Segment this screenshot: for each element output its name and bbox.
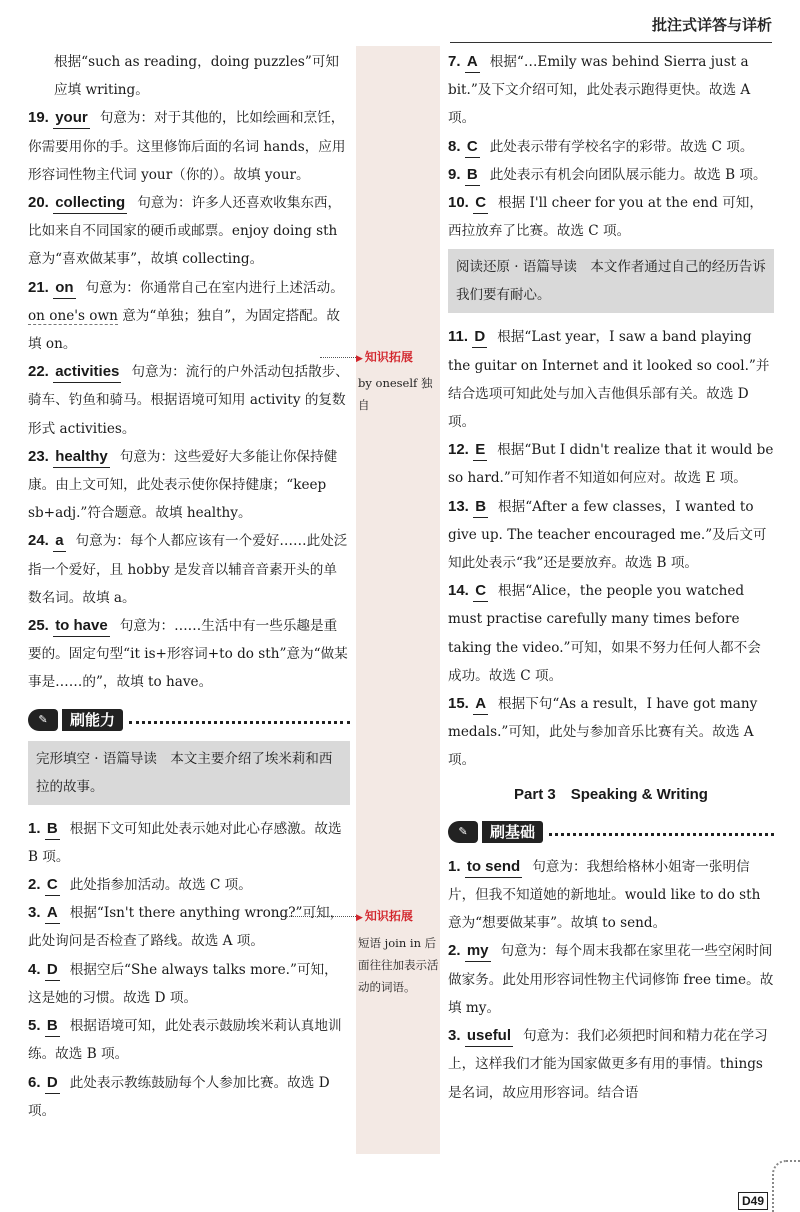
item-answer: A — [465, 52, 480, 73]
item-text: 根据空后“She always talks more.”可知，这是她的习惯。故选 D 项。 — [28, 961, 338, 1006]
item-answer: B — [45, 819, 60, 840]
section-label: 刷能力 — [62, 709, 123, 731]
answer-item — [448, 48, 774, 133]
note-label-1: ▶ 知识拓展 — [356, 348, 413, 365]
section-header-ability — [28, 705, 350, 735]
item-number: 5. — [28, 1017, 41, 1035]
item-text-cont: 意为“单独；独自”，为固定搭配。故填 on。 — [28, 307, 340, 353]
item-number: 3. — [28, 904, 41, 922]
item-number: 19. — [28, 109, 49, 127]
item-number: 1. — [448, 857, 461, 875]
note-text-1: by oneself 独自 — [358, 376, 433, 412]
item-number: 15. — [448, 695, 469, 713]
item-text: 句意为：……生活中有一些乐趣是重要的。固定句型“it is+形容词+to do sth”意为“做某事是……的”，故填 to have。 — [28, 618, 348, 691]
item-text: 根据“After a few classes，I wanted to give up. The teacher encouraged me.”及后文可知此处表示“我”还是要放弃。故选 B 项。 — [448, 498, 767, 572]
item-text: 句意为：许多人还喜欢收集东西，比如来自不同国家的硬币或邮票。enjoy doing sth 意为“喜欢做某事”，故填 collecting。 — [28, 195, 342, 268]
item-number: 9. — [448, 165, 461, 183]
item-number: 10. — [448, 194, 469, 212]
item-answer: A — [45, 903, 60, 924]
answer-item — [448, 1022, 774, 1107]
item-answer: C — [45, 875, 60, 896]
phrase-underlined: on one's own — [28, 307, 118, 324]
item-number: 1. — [28, 819, 41, 837]
item-text: 根据“Isn't there anything wrong?”可知，此处询问是否检查了路线。故选 A 项。 — [28, 905, 344, 950]
answer-item — [448, 853, 774, 938]
answer-item — [28, 1012, 350, 1068]
item-text: 句意为：对于其他的，比如绘画和烹饪，你需要用你的手。这里修饰后面的名词 hands，应用形容词性物主代词 your（你的）。故填 your。 — [28, 110, 346, 183]
item-text: 此处指参加活动。故选 C 项。 — [69, 877, 252, 894]
item-answer: healthy — [53, 447, 110, 468]
item-answer: B — [465, 165, 480, 186]
item-answer: A — [473, 694, 488, 715]
item-number: 20. — [28, 194, 49, 212]
item-answer: C — [473, 193, 488, 214]
item-text: 此处表示带有学校名字的彩带。故选 C 项。 — [489, 138, 754, 155]
answer-item — [28, 899, 350, 955]
answer-item — [28, 1069, 350, 1125]
section-label: 刷基础 — [482, 821, 543, 843]
answer-item — [28, 189, 350, 274]
item-text: 此处表示教练鼓励每个人参加比赛。故选 D 项。 — [28, 1074, 330, 1119]
item-number: 21. — [28, 278, 49, 296]
note-text-2: 短语 join in 后面往往加表示活动的词语。 — [358, 936, 439, 994]
header-title: 批注式详答与详析 — [651, 16, 772, 34]
item-number: 8. — [448, 137, 461, 155]
item-number: 11. — [448, 328, 469, 346]
item-text: 句意为：这些爱好大多能让你保持健康。由上文可知，此处表示使你保持健康；“keep sb+adj.”符合题意。故填 healthy。 — [28, 448, 338, 522]
item-number: 6. — [28, 1073, 41, 1091]
item-text: 根据语境可知，此处表示鼓励埃米莉认真地训练。故选 B 项。 — [28, 1018, 342, 1063]
answer-item — [28, 956, 350, 1012]
item-text: 句意为：流行的户外活动包括散步、骑车、钓鱼和骑马。根据语境可知用 activity 的复数形式 activities。 — [28, 364, 349, 437]
answer-item — [448, 161, 774, 189]
item-number: 24. — [28, 532, 49, 550]
answer-item — [28, 871, 350, 899]
item-answer: a — [53, 531, 65, 552]
answer-item — [28, 443, 350, 528]
item-answer: to have — [53, 616, 110, 637]
item-text: 句意为：我想给格林小姐寄一张明信片，但我不知道她的新地址。would like to do sth 意为“想要做某事”。故填 to send。 — [448, 858, 761, 932]
answer-item — [28, 274, 350, 359]
item-number: 12. — [448, 441, 469, 459]
item-answer: C — [473, 581, 488, 602]
item-number: 2. — [28, 876, 41, 894]
answer-item — [28, 612, 350, 697]
item-text: 句意为：你通常自己在室内进行上述活动。 — [85, 279, 344, 296]
answer-item — [448, 937, 774, 1022]
item-answer: D — [45, 1073, 60, 1094]
answer-item — [448, 690, 774, 775]
answer-item — [448, 577, 774, 690]
item-number: 2. — [448, 942, 461, 960]
item-text: 句意为：每个人都应该有一个爱好……此处泛指一个爱好，且 hobby 是发音以辅音音素开头的单数名词。故填 a。 — [28, 533, 348, 606]
item-text: 根据“…Emily was behind Sierra just a bit.”及下文介绍可知，此处表示跑得更快。故选 A 项。 — [448, 54, 751, 127]
answer-item — [448, 493, 774, 578]
answer-item — [448, 133, 774, 161]
item-answer: my — [465, 941, 491, 962]
item-answer: B — [473, 497, 488, 518]
answer-item — [448, 189, 774, 245]
right-column — [448, 48, 774, 1107]
item-answer: on — [53, 278, 75, 299]
note-label-2: ▶ 知识拓展 — [356, 907, 413, 924]
section-header-basic — [448, 817, 774, 847]
pen-icon: ✎ — [28, 709, 58, 731]
item-text: 根据“But I didn't realize that it would be so hard.”可知作者不知道如何应对。故选 E 项。 — [448, 442, 774, 487]
item-number: 3. — [448, 1027, 461, 1045]
item-number: 13. — [448, 497, 469, 515]
section-divider — [129, 721, 350, 724]
item-text: 根据 I'll cheer for you at the end 可知，西拉放弃了比赛。故选 C 项。 — [448, 195, 763, 240]
item-text: 根据下文可知此处表示她对此心存感激。故选 B 项。 — [28, 820, 342, 865]
answer-item — [28, 527, 350, 612]
item-text: 根据下句“As a result，I have got many medals.”可知，此处与参加音乐比赛有关。故选 A 项。 — [448, 696, 758, 769]
item-answer: D — [472, 327, 487, 348]
item-answer: useful — [465, 1026, 513, 1047]
item-number: 22. — [28, 363, 49, 381]
item-number: 14. — [448, 582, 469, 600]
item-answer: activities — [53, 362, 121, 383]
item-answer: collecting — [53, 193, 127, 214]
item-number: 23. — [28, 447, 49, 465]
item-text: 根据“Last year，I saw a band playing the guitar on Internet and it looked so cool.”并结合选项可知此处与加入吉他俱乐部有关。故选 D 项。 — [448, 329, 770, 431]
part-title: Part 3 Speaking & Writing — [514, 785, 708, 803]
answer-item — [448, 436, 774, 492]
page-number: D49 — [738, 1192, 768, 1210]
item-answer: D — [45, 960, 60, 981]
item-text: 句意为：每个周末我都在家里花一些空闲时间做家务。此处用形容词性物主代词修饰 free time。故填 my。 — [448, 943, 774, 1016]
item-text: 句意为：我们必须把时间和精力花在学习上，这样我们才能为国家做更多有用的事情。things 是名词，故应用形容词。结合语 — [448, 1028, 768, 1101]
passage-guide-box: 完形填空 · 语篇导读 本文主要介绍了埃米莉和西拉的故事。 — [28, 741, 350, 805]
item-text: 根据“Alice，the people you watched must practise carefully many times before taking the video.”可知，如果不努力任何人都不会成功。故选 C 项。 — [448, 583, 761, 684]
header-rule — [450, 42, 772, 43]
section-divider — [549, 833, 774, 836]
answer-item — [28, 815, 350, 871]
intro-text: 根据“such as reading，doing puzzles”可知应填 writing。 — [54, 54, 340, 99]
answer-item — [448, 323, 774, 436]
item-number: 4. — [28, 960, 41, 978]
item-answer: your — [53, 108, 90, 129]
item-answer: to send — [465, 857, 522, 878]
item-answer: B — [45, 1016, 60, 1037]
passage-guide-box: 阅读还原 · 语篇导读 本文作者通过自己的经历告诉我们要有耐心。 — [448, 249, 774, 313]
answer-item — [28, 104, 350, 189]
item-text: 此处表示有机会向团队展示能力。故选 B 项。 — [489, 166, 767, 183]
pen-icon: ✎ — [448, 821, 478, 843]
item-answer: E — [473, 440, 487, 461]
item-number: 25. — [28, 617, 49, 635]
answer-item — [28, 358, 350, 443]
item-answer: C — [465, 137, 480, 158]
page-header — [0, 0, 800, 46]
left-column — [28, 48, 350, 1125]
page-corner-decoration — [772, 1160, 800, 1212]
item-number: 7. — [448, 53, 461, 70]
